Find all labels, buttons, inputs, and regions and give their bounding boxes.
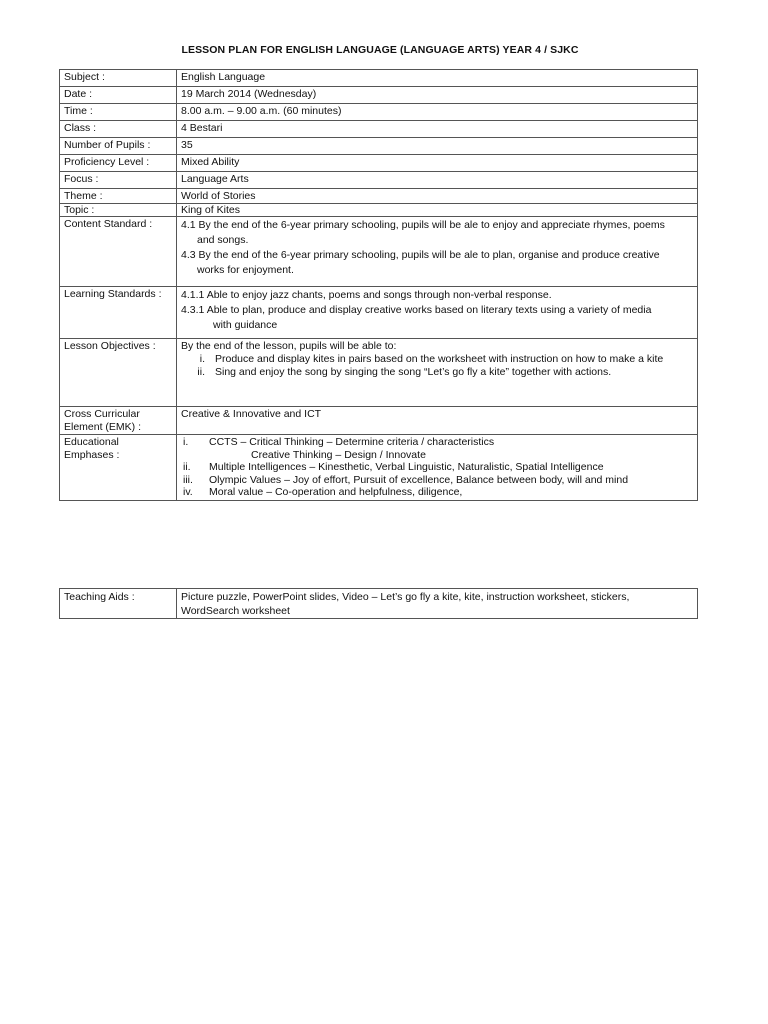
objective-item [181, 353, 693, 366]
emphasis-subline: Creative Thinking – Design / Innovate [251, 448, 426, 461]
cross-curricular-label-b: Element (EMK) : [64, 421, 142, 433]
emphases-label-a: Educational [64, 436, 119, 448]
content-standard-label: Content Standard : [60, 217, 177, 287]
focus-label: Focus : [60, 172, 177, 189]
emphasis-item [181, 436, 693, 449]
row-date [60, 87, 698, 104]
lesson-plan-table [59, 69, 698, 501]
content-standard-line-2: 4.3 By the end of the 6-year primary schooling, pupils will be ale to plan, organise and produce creative [181, 249, 660, 261]
subject-label: Subject : [60, 70, 177, 87]
row-cross-curricular [60, 407, 698, 435]
cross-curricular-label [60, 407, 177, 435]
learning-standard-line-2b: with guidance [213, 319, 278, 331]
row-objectives [60, 339, 698, 407]
teaching-aids-label: Teaching Aids : [60, 589, 177, 619]
learning-standards-label: Learning Standards : [60, 287, 177, 339]
proficiency-value: Mixed Ability [177, 155, 698, 172]
row-content-standard [60, 217, 698, 287]
emphasis-number: iv. [183, 486, 193, 498]
proficiency-label: Proficiency Level : [60, 155, 177, 172]
row-learning-standards [60, 287, 698, 339]
page-title: LESSON PLAN FOR ENGLISH LANGUAGE (LANGUAGE ARTS) YEAR 4 / SJKC [181, 44, 579, 56]
row-theme [60, 189, 698, 204]
row-proficiency [60, 155, 698, 172]
cross-curricular-label-a: Cross Curricular [64, 408, 140, 420]
emphasis-item [181, 486, 693, 499]
objective-number: ii. [197, 366, 205, 378]
teaching-aids-line-1: Picture puzzle, PowerPoint slides, Video – Let’s go fly a kite, kite, instruction worksheet, stickers, [181, 591, 630, 603]
row-teaching-aids [60, 589, 698, 619]
date-label: Date : [60, 87, 177, 104]
pupils-value: 35 [177, 138, 698, 155]
theme-value: World of Stories [177, 189, 698, 204]
teaching-aids-line-2: WordSearch worksheet [181, 605, 290, 617]
row-subject [60, 70, 698, 87]
date-value: 19 March 2014 (Wednesday) [177, 87, 698, 104]
row-emphases [60, 435, 698, 501]
teaching-aids-value [177, 589, 698, 619]
emphasis-number: i. [183, 436, 189, 448]
class-value: 4 Bestari [177, 121, 698, 138]
row-focus [60, 172, 698, 189]
content-standard-value [177, 217, 698, 287]
teaching-aids-table [59, 588, 698, 619]
cross-curricular-value: Creative & Innovative and ICT [177, 407, 698, 435]
content-standard-line-1: 4.1 By the end of the 6-year primary schooling, pupils will be ale to enjoy and appreciate rhymes, poems [181, 219, 665, 231]
row-topic [60, 204, 698, 217]
learning-standard-line-2: 4.3.1 Able to plan, produce and display creative works based on literary texts using a variety of media [181, 304, 652, 316]
emphases-label-b: Emphases : [64, 449, 120, 461]
objectives-value [177, 339, 698, 407]
emphasis-number: iii. [183, 473, 193, 486]
emphasis-text: Olympic Values – Joy of effort, Pursuit of excellence, Balance between body, will and mind [209, 473, 629, 486]
emphasis-text: Moral value – Co-operation and helpfulness, diligence, [209, 486, 463, 498]
emphasis-item [181, 461, 693, 474]
content-standard-line-1b: and songs. [197, 234, 249, 246]
row-class [60, 121, 698, 138]
content-standard-line-2b: works for enjoyment. [197, 264, 294, 276]
pupils-label: Number of Pupils : [60, 138, 177, 155]
emphasis-number: ii. [183, 461, 191, 473]
subject-value: English Language [177, 70, 698, 87]
learning-standards-value [177, 287, 698, 339]
class-label: Class : [60, 121, 177, 138]
objective-text: Sing and enjoy the song by singing the song “Let’s go fly a kite” together with actions. [215, 366, 612, 378]
objectives-intro: By the end of the lesson, pupils will be able to: [181, 340, 397, 352]
topic-label: Topic : [60, 204, 177, 217]
emphases-label [60, 435, 177, 501]
row-time [60, 104, 698, 121]
time-label: Time : [60, 104, 177, 121]
emphasis-item [181, 474, 693, 487]
objective-number: i. [199, 353, 205, 365]
time-value: 8.00 a.m. – 9.00 a.m. (60 minutes) [177, 104, 698, 121]
topic-value: King of Kites [177, 204, 698, 217]
emphasis-text: Multiple Intelligences – Kinesthetic, Verbal Linguistic, Naturalistic, Spatial Intelligence [209, 461, 604, 473]
focus-value: Language Arts [177, 172, 698, 189]
emphasis-text: CCTS – Critical Thinking – Determine criteria / characteristics [209, 436, 495, 448]
learning-standard-line-1: 4.1.1 Able to enjoy jazz chants, poems and songs through non-verbal response. [181, 289, 552, 301]
row-pupils [60, 138, 698, 155]
objectives-label: Lesson Objectives : [60, 339, 177, 407]
emphases-value [177, 435, 698, 501]
objective-text: Produce and display kites in pairs based on the worksheet with instruction on how to make a kite [215, 353, 664, 365]
objective-item [181, 366, 693, 379]
theme-label: Theme : [60, 189, 177, 204]
